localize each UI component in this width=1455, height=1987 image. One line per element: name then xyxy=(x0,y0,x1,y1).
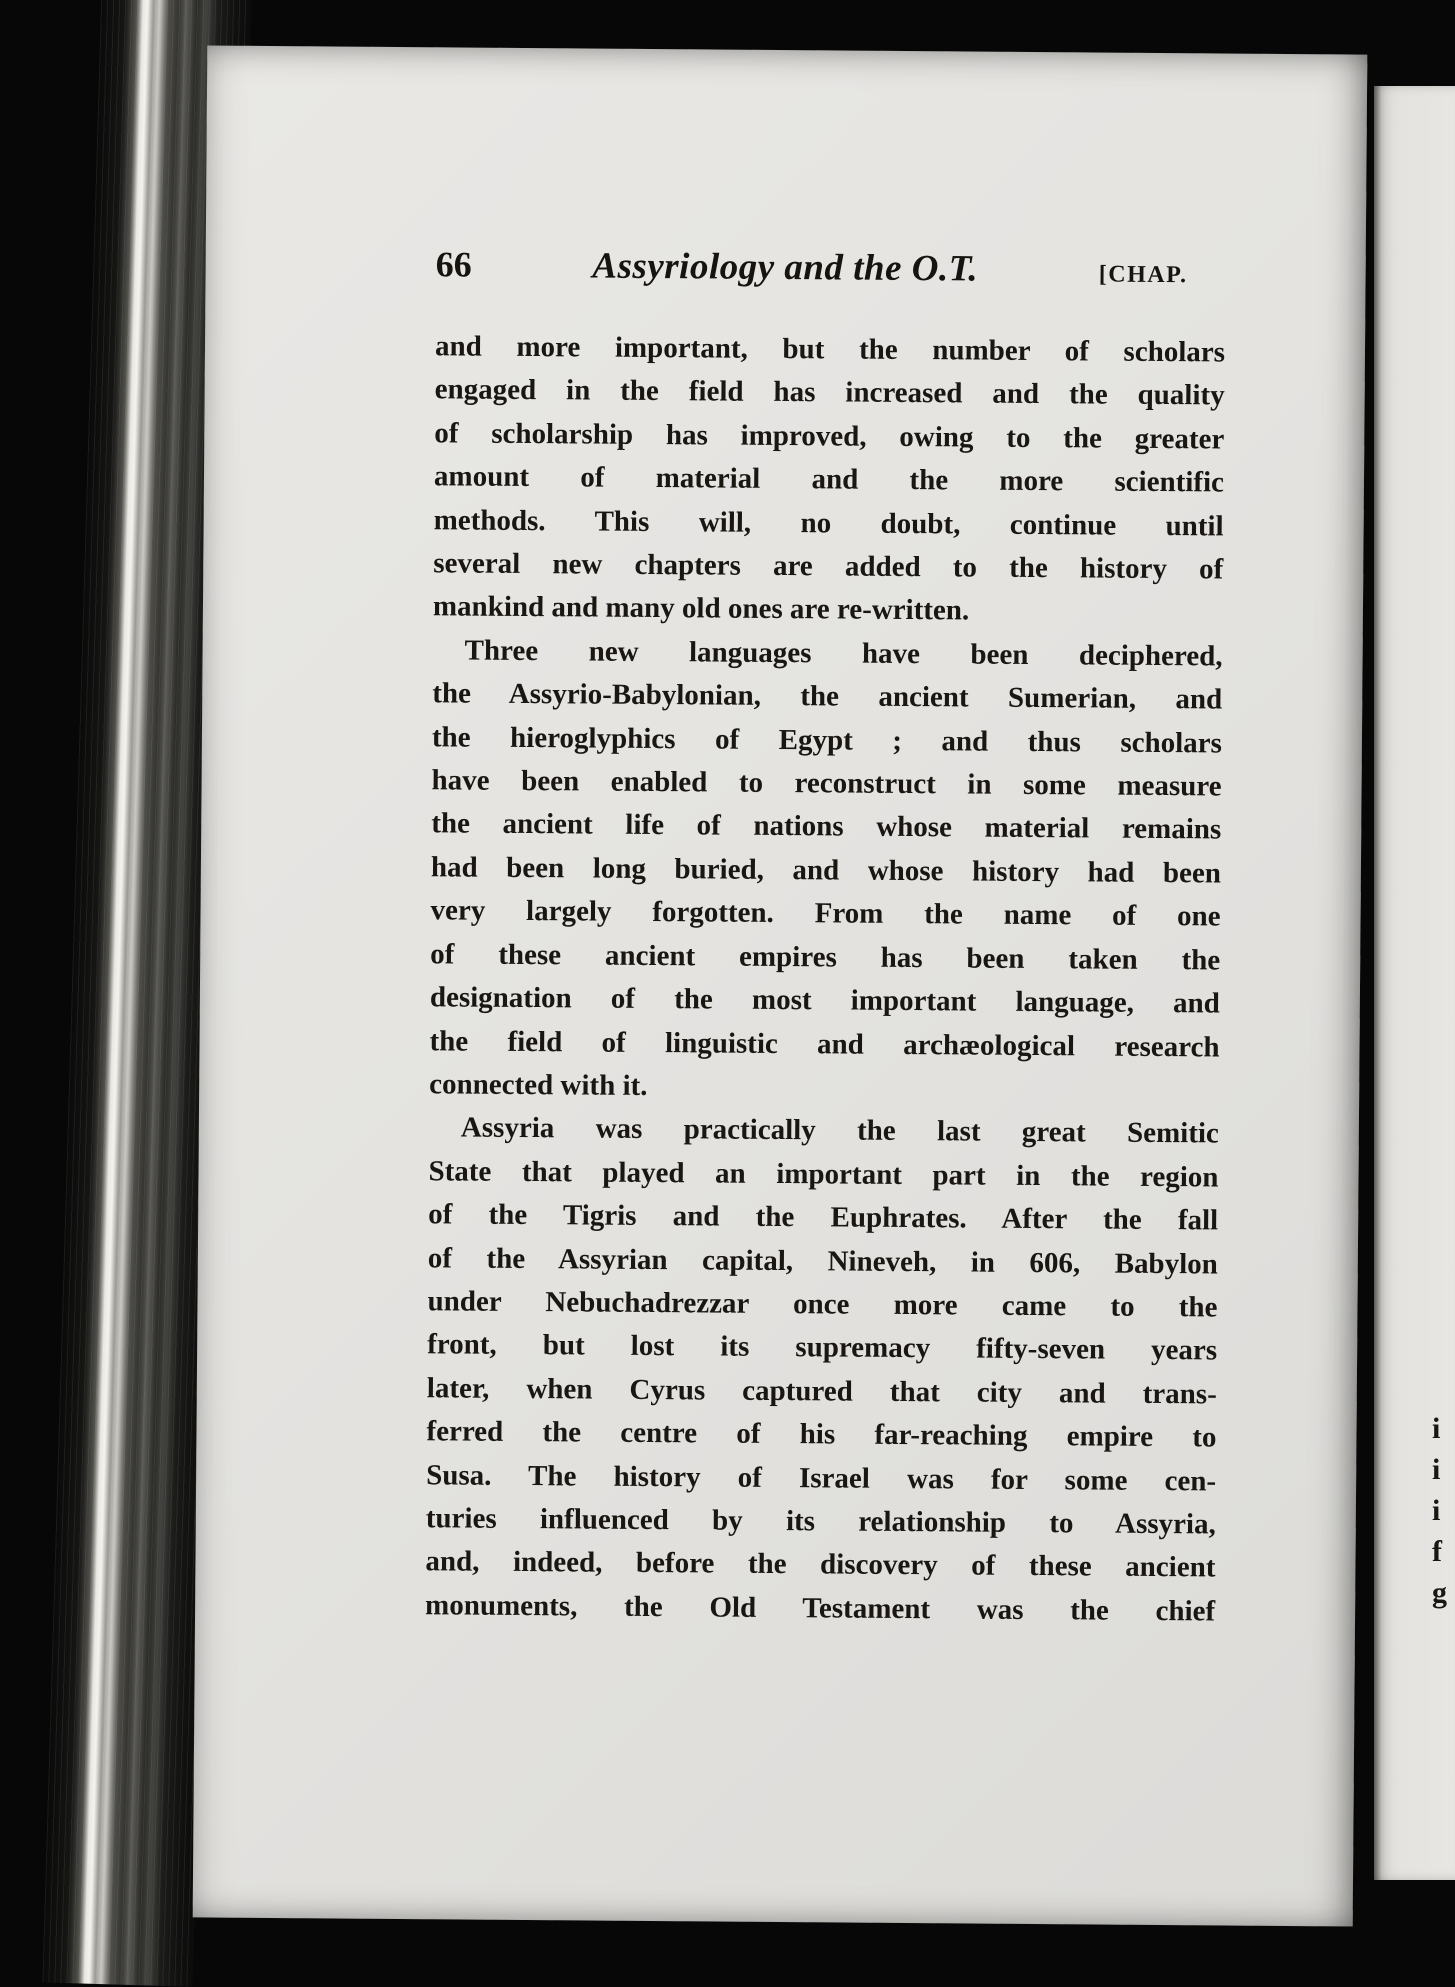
partial-letter: f xyxy=(1432,1535,1442,1568)
text-line: the ancient life of nations whose material remains xyxy=(431,807,1222,846)
book-page xyxy=(193,45,1368,1926)
text-line: amount of material and the more scientific xyxy=(433,460,1225,499)
text-line: turies influenced by its relationship to Assyria, xyxy=(425,1502,1216,1541)
text-line: of the Tigris and the Euphrates. After the fall xyxy=(428,1198,1219,1237)
text-line: front, but lost its supremacy fifty-seven years xyxy=(427,1328,1218,1367)
page-body xyxy=(425,325,1225,1633)
text-line: and more important, but the number of scholars xyxy=(434,330,1226,369)
text-line: of the Assyrian capital, Nineveh, in 606, Babylon xyxy=(427,1241,1218,1280)
text-line: Assyria was practically the last great Semitic xyxy=(460,1111,1219,1150)
text-line: mankind and many old ones are re-written. xyxy=(432,590,970,627)
adjacent-page-text xyxy=(1432,1408,1447,1613)
partial-letter: i xyxy=(1432,1494,1441,1527)
adjacent-page-sliver xyxy=(1374,86,1455,1880)
text-line: designation of the most important language, and xyxy=(429,981,1221,1020)
text-line: Susa. The history of Israel was for some cen- xyxy=(426,1458,1217,1498)
text-line: later, when Cyrus captured that city and trans- xyxy=(426,1371,1217,1411)
page-header xyxy=(435,243,1225,292)
text-line: State that played an important part in the region xyxy=(428,1154,1219,1194)
text-line: methods. This will, no doubt, continue until xyxy=(433,503,1224,543)
text-line: connected with it. xyxy=(429,1068,648,1102)
text-line: have been enabled to reconstruct in some measure xyxy=(431,764,1222,803)
text-line: of these ancient empires has been taken the xyxy=(430,937,1221,977)
text-line: Three new languages have been deciphered, xyxy=(464,634,1223,673)
text-line: of scholarship has improved, owing to the greater xyxy=(434,417,1225,456)
text-line: engaged in the field has increased and the quality xyxy=(434,373,1225,412)
text-line: the hieroglyphics of Egypt ; and thus scholars xyxy=(431,720,1223,760)
running-title: Assyriology and the O.T. xyxy=(592,245,979,290)
text-line: and, indeed, before the discovery of these ancient xyxy=(425,1545,1216,1584)
text-line: the Assyrio-Babylonian, the ancient Sumerian, and xyxy=(432,677,1223,716)
text-line: several new chapters are added to the history of xyxy=(433,547,1224,586)
text-line: under Nebuchadrezzar once more came to the xyxy=(427,1285,1218,1324)
text-line: had been long buried, and whose history had been xyxy=(430,851,1222,890)
page-number: 66 xyxy=(435,244,472,285)
partial-letter: i xyxy=(1432,1412,1441,1445)
text-line: ferred the centre of his far-reaching empire to xyxy=(426,1415,1217,1454)
partial-letter: i xyxy=(1432,1453,1441,1486)
text-line: monuments, the Old Testament was the chief xyxy=(425,1589,1216,1628)
text-line: very largely forgotten. From the name of one xyxy=(430,894,1221,933)
partial-letter: g xyxy=(1432,1576,1447,1609)
chapter-marker: [CHAP. xyxy=(1098,261,1188,289)
text-line: the field of linguistic and archæological research xyxy=(429,1024,1220,1063)
